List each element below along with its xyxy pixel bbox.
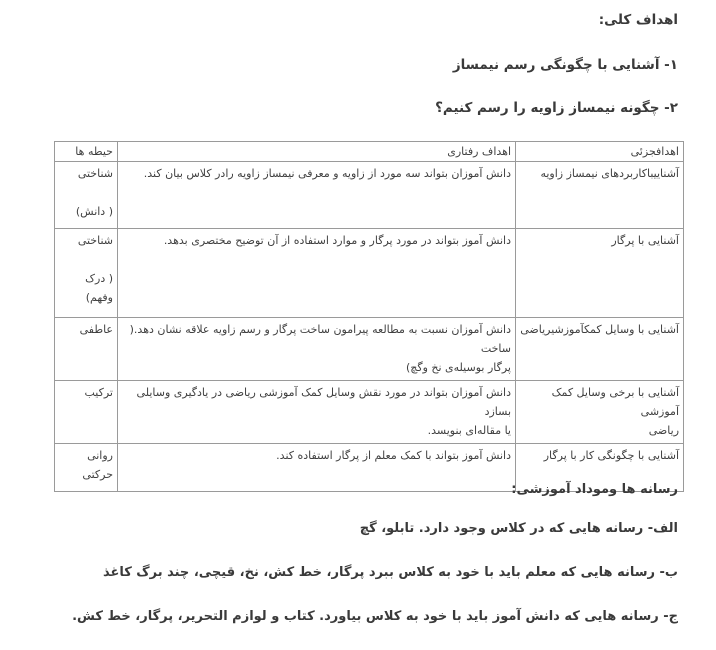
- behavioral-goal-cell: دانش آموز بتواند با کمک معلم از پرگار استفاده کند.: [118, 444, 516, 492]
- spacer: [59, 183, 113, 202]
- domain-label: ترکیب: [84, 386, 113, 399]
- behavioral-goal-cell: [118, 318, 516, 381]
- domain-sublabel: حرکتی: [82, 468, 113, 481]
- partial-goal-cell: آشنایی با پرگار: [516, 229, 684, 318]
- materials-item-c: ج- رسانه هایی که دانش آموز باید با خود به کلاس بیاورد. کتاب و لوازم التحریر، پرگار، خط کش.: [72, 609, 678, 624]
- domain-cell: [55, 162, 118, 229]
- partial-line: ریاضی: [648, 424, 679, 437]
- header-domains: حیطه ها: [55, 142, 118, 162]
- behavioral-line: دانش آموزان نسبت به مطالعه پیرامون ساخت پرگار و رسم زاویه علاقه نشان دهد.( ساخت: [129, 323, 511, 355]
- domain-cell: [55, 318, 118, 381]
- materials-item-b: ب- رسانه هایی که معلم باید با خود به کلاس ببرد پرگار، خط کش، نخ، قیچی، چند برگ کاغذ: [102, 565, 678, 580]
- domain-cell: [55, 444, 118, 492]
- domain-cell: [55, 229, 118, 318]
- domain-cell: [55, 381, 118, 444]
- domain-label: روانی: [87, 449, 113, 462]
- partial-goal-cell: آشنایی با چگونگی کار با پرگار: [516, 444, 684, 492]
- behavioral-goal-cell: دانش آموز بتواند در مورد پرگار و موارد استفاده از آن توضیح مختصری بدهد.: [118, 229, 516, 318]
- header-behavioral-goals: اهداف رفتاری: [118, 142, 516, 162]
- behavioral-line: یا مقاله‌ای بنویسد.: [427, 424, 511, 437]
- behavioral-goal-cell: دانش آموزان بتواند سه مورد از زاویه و معرفی نیمساز زاویه رادر کلاس بیان کند.: [118, 162, 516, 229]
- partial-goal-cell: آشنایی با وسایل کمکآموزشیریاضی: [516, 318, 684, 381]
- objectives-table: [54, 141, 684, 492]
- domain-sublabel: ( درک: [85, 272, 113, 285]
- spacer: [59, 250, 113, 269]
- table-header-row: [55, 142, 684, 162]
- goal-2: ۲- چگونه نیمساز زاویه را رسم کنیم؟: [435, 100, 678, 116]
- behavioral-line: پرگار بوسیله‌ی نخ وگچ): [405, 361, 511, 374]
- goal-1: ۱- آشنایی با چگونگی رسم نیمساز: [452, 57, 678, 73]
- domain-label: عاطفی: [79, 323, 113, 336]
- table-row: [55, 229, 684, 318]
- materials-title: رسانه ها وموداد آموزشی:: [511, 482, 678, 497]
- partial-goal-cell: آشناییباکاربردهای نیمساز زاویه: [516, 162, 684, 229]
- domain-sublabel: ( دانش): [75, 205, 113, 218]
- behavioral-goal-cell: [118, 381, 516, 444]
- materials-item-a: الف- رسانه هایی که در کلاس وجود دارد. تابلو، گچ: [359, 521, 678, 536]
- domain-label: شناختی: [77, 167, 113, 180]
- header-partial-goals: اهدافجزئی: [516, 142, 684, 162]
- table-row: [55, 162, 684, 229]
- table-row: [55, 381, 684, 444]
- domain-sublabel: وفهم): [85, 291, 113, 304]
- partial-goal-cell: [516, 381, 684, 444]
- table-row: [55, 318, 684, 381]
- partial-line: آشنایی با برخی وسایل کمک آموزشی: [551, 386, 679, 418]
- domain-label: شناختی: [77, 234, 113, 247]
- general-goals-title: اهداف کلی:: [598, 12, 678, 28]
- behavioral-line: دانش آموزان بتواند در مورد نقش وسایل کمک آموزشی ریاضی در یادگیری وسایلی بسازد: [136, 386, 511, 418]
